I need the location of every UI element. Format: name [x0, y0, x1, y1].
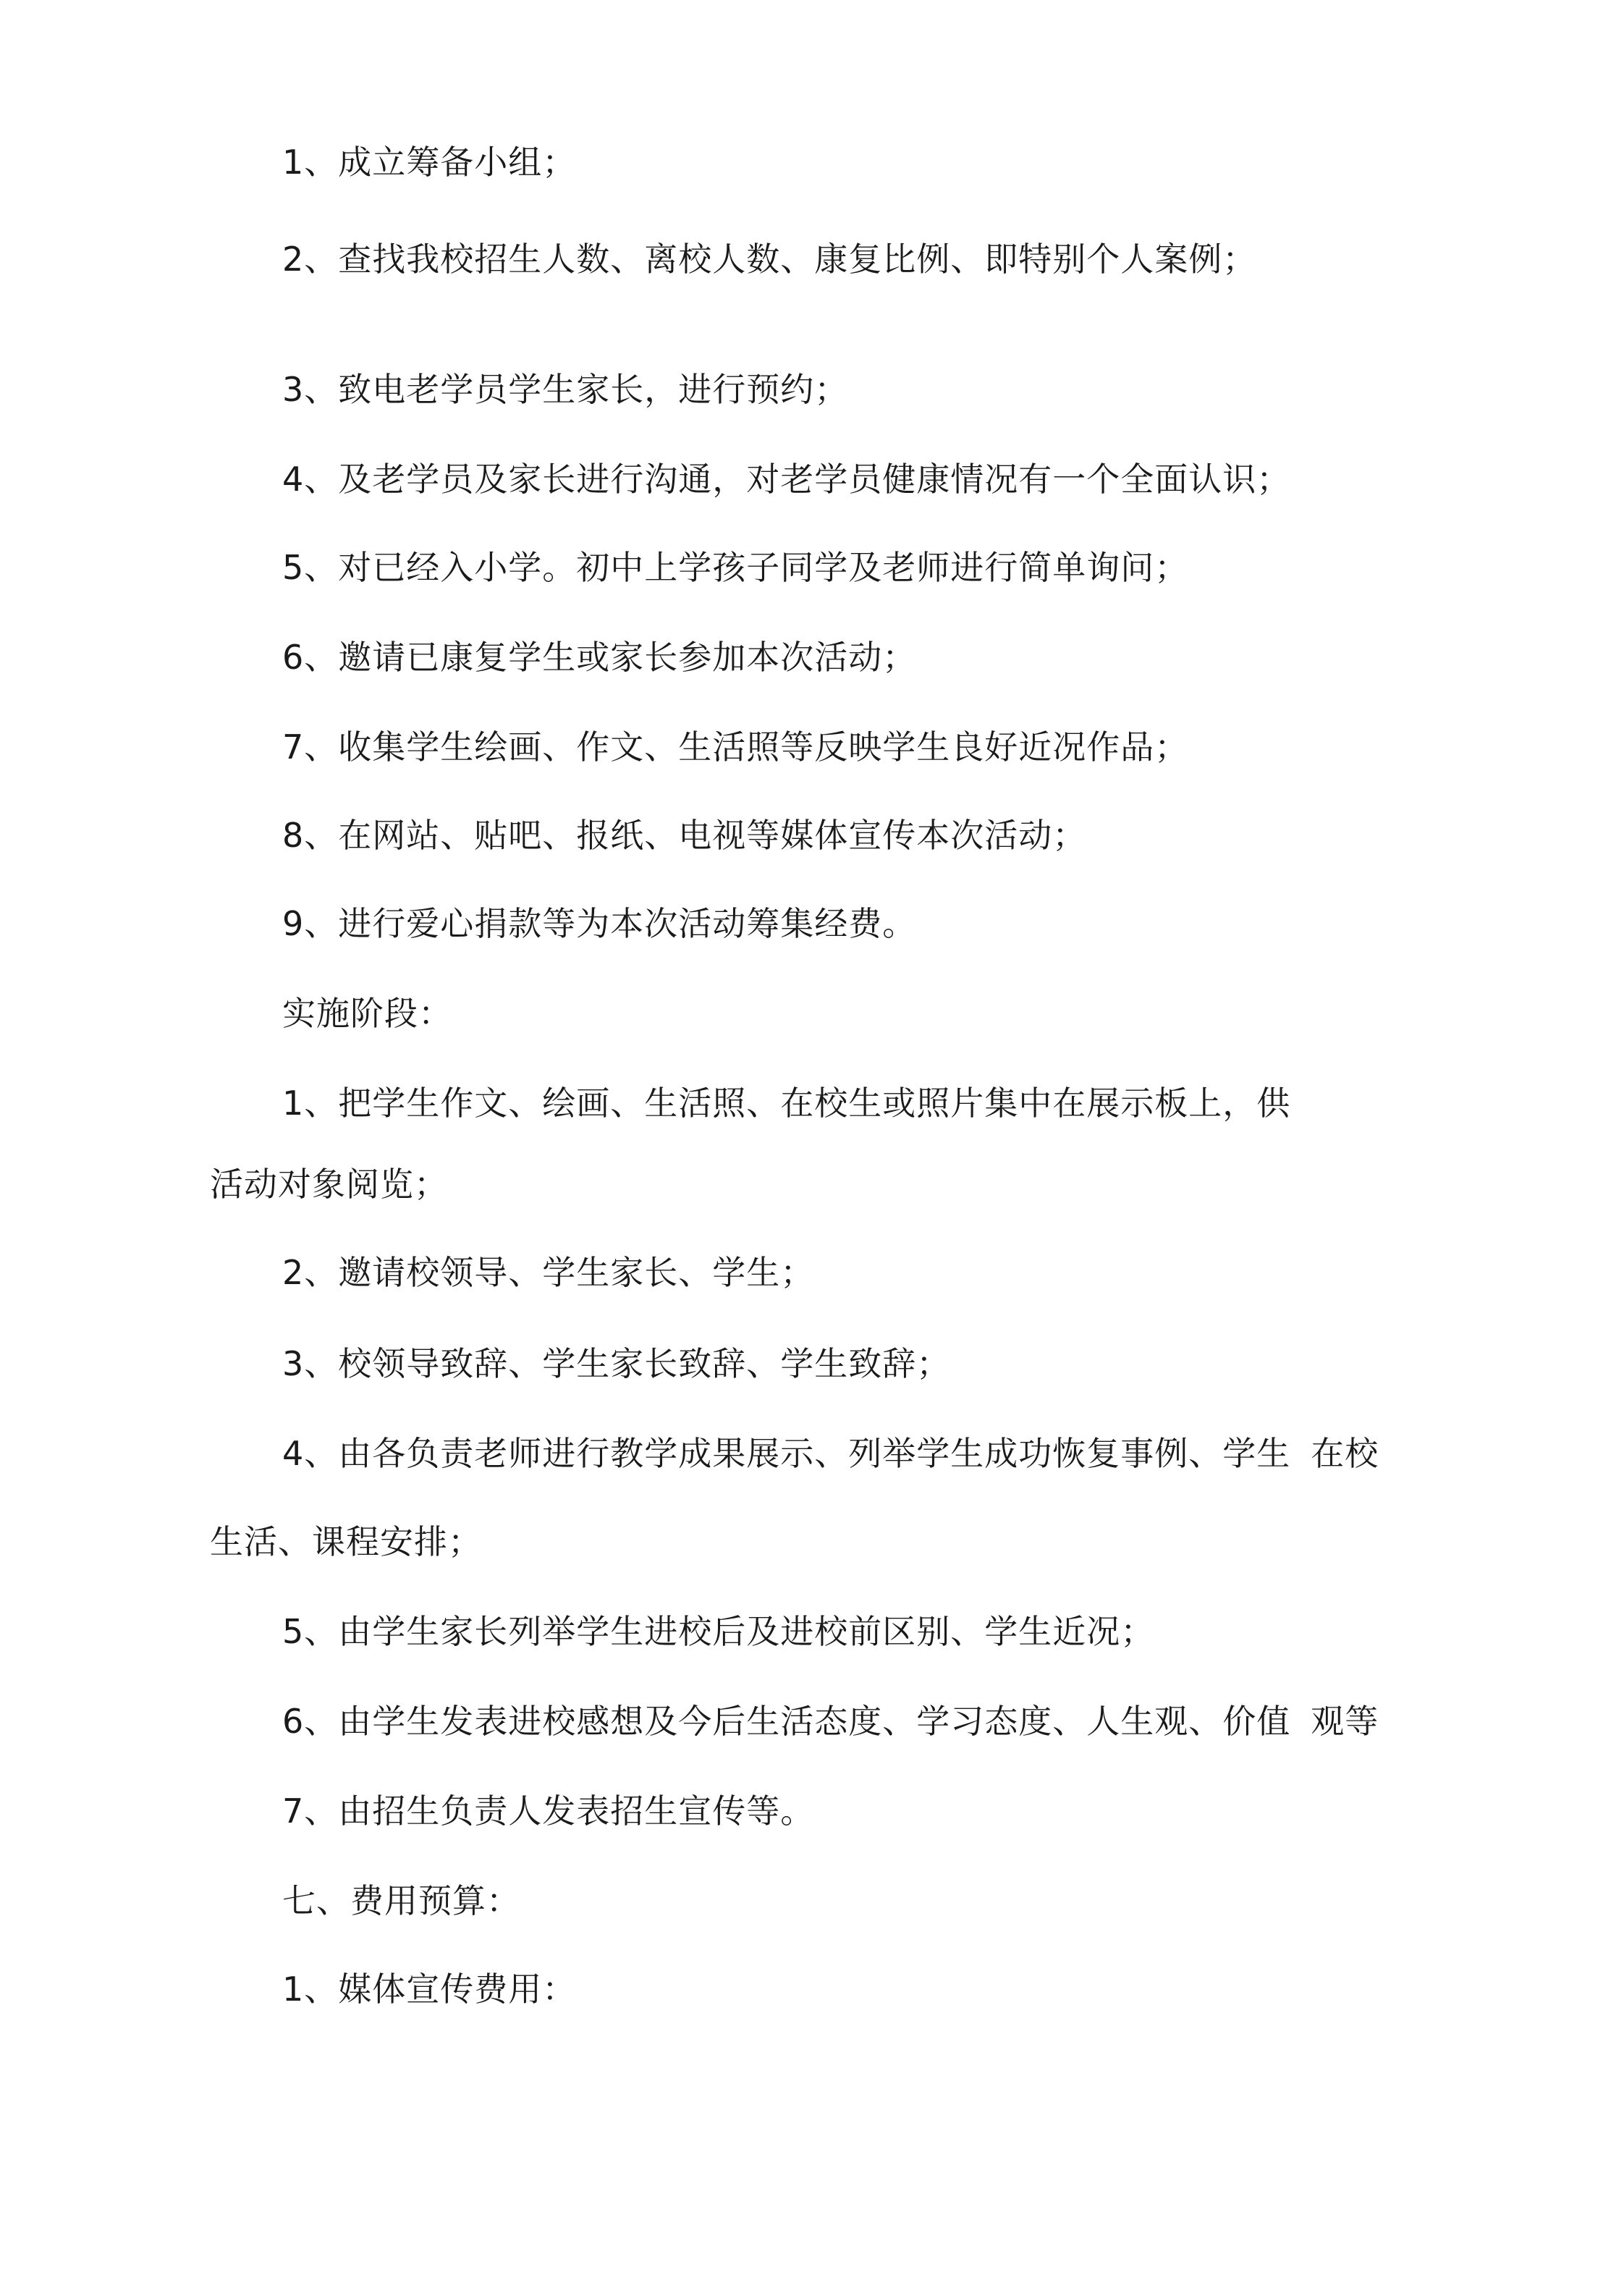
- impl-item-1-line-1: 1、把学生作文、绘画、生活照、在校生或照片集中在展示板上，供: [282, 1084, 1291, 1123]
- impl-item-2: 2、邀请校领导、学生家长、学生；: [282, 1253, 815, 1292]
- prep-item-9: 9、进行爱心捐款等为本次活动筹集经费。: [282, 904, 917, 943]
- impl-item-7: 7、由招生负责人发表招生宣传等。: [282, 1791, 815, 1831]
- impl-item-6-text-b: 观等: [1311, 1702, 1379, 1741]
- impl-item-6: [282, 1701, 1379, 1742]
- impl-item-6-text-a: 6、由学生发表进校感想及今后生活态度、学习态度、人生观、价值: [282, 1702, 1291, 1741]
- impl-item-4-text-b: 在校: [1311, 1434, 1379, 1473]
- prep-item-6: 6、邀请已康复学生或家长参加本次活动；: [282, 638, 917, 677]
- prep-item-7: 7、收集学生绘画、作文、生活照等反映学生良好近况作品；: [282, 727, 1189, 767]
- impl-item-5: 5、由学生家长列举学生进校后及进校前区别、学生近况；: [282, 1612, 1155, 1651]
- prep-item-8: 8、在网站、贴吧、报纸、电视等媒体宣传本次活动；: [282, 816, 1087, 855]
- impl-item-1-line-2: 活动对象阅览；: [210, 1165, 448, 1204]
- budget-item-1: 1、媒体宣传费用：: [282, 1970, 577, 2009]
- prep-item-1: 1、成立筹备小组；: [282, 143, 577, 182]
- impl-item-4-line-2: 生活、课程安排；: [210, 1522, 482, 1561]
- impl-item-4-line-1: [282, 1433, 1379, 1474]
- prep-item-5: 5、对已经入小学。初中上学孩子同学及老师进行简单询问；: [282, 548, 1189, 587]
- prep-item-3: 3、致电老学员学生家长，进行预约；: [282, 370, 849, 409]
- impl-item-4-text-a: 4、由各负责老师进行教学成果展示、列举学生成功恢复事例、学生: [282, 1434, 1291, 1473]
- prep-item-4: 4、及老学员及家长进行沟通，对老学员健康情况有一个全面认识；: [282, 460, 1291, 499]
- impl-item-3: 3、校领导致辞、学生家长致辞、学生致辞；: [282, 1344, 951, 1383]
- budget-heading: 七、费用预算：: [282, 1881, 520, 1920]
- implementation-heading: 实施阶段：: [282, 994, 452, 1033]
- prep-item-2: 2、查找我校招生人数、离校人数、康复比例、即特别个人案例；: [282, 240, 1257, 279]
